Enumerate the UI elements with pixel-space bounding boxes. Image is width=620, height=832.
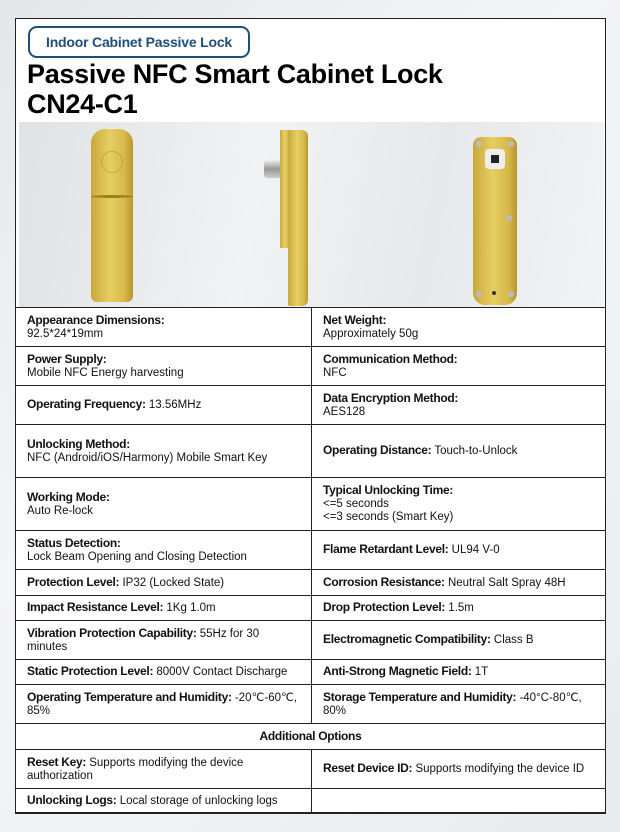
spec-cell (312, 621, 606, 660)
spec-cell (16, 478, 312, 531)
spec-value: Supports modifying the device ID (415, 763, 585, 775)
spec-label: Operating Temperature and Humidity: (27, 689, 232, 704)
spec-row (16, 386, 606, 425)
spec-cell (312, 750, 606, 789)
spec-label: Reset Device ID: (323, 761, 413, 775)
spec-cell (16, 570, 312, 596)
spec-cell (312, 685, 606, 724)
spec-label: Typical Unlocking Time: (323, 483, 454, 497)
spec-row (16, 660, 606, 685)
spec-value: 1Kg 1.0m (166, 602, 216, 614)
spec-value: 1T (474, 666, 489, 678)
spec-label: Appearance Dimensions: (27, 312, 165, 327)
spec-cell (16, 386, 312, 425)
spec-cell (16, 685, 312, 724)
product-sheet (15, 18, 606, 813)
spec-cell (16, 347, 312, 386)
spec-label: Communication Method: (323, 351, 458, 366)
spec-label: Data Encryption Method: (323, 390, 459, 405)
spec-row (16, 596, 606, 621)
spec-value: Local storage of unlocking logs (119, 795, 278, 807)
spec-label: Corrosion Resistance: (323, 574, 445, 589)
spec-value: 13.56MHz (148, 399, 202, 411)
additional-options-row (16, 724, 606, 750)
additional-options-header: Additional Options (259, 728, 362, 743)
spec-cell (312, 478, 606, 531)
spec-cell (16, 789, 312, 814)
spec-label: Storage Temperature and Humidity: (323, 689, 517, 704)
spec-label: Protection Level: (27, 574, 120, 589)
spec-cell (16, 621, 312, 660)
spec-label: Flame Retardant Level: (323, 542, 449, 556)
spec-row (16, 685, 606, 724)
spec-cell (312, 596, 606, 621)
spec-value: Mobile NFC Energy harvesting (27, 366, 184, 379)
spec-value: Lock Beam Opening and Closing Detection (27, 550, 247, 563)
spec-value: 92.5*24*19mm (27, 327, 104, 340)
spec-label: Unlocking Method: (27, 436, 130, 451)
spec-cell (312, 570, 606, 596)
spec-row (16, 750, 606, 789)
spec-label: Unlocking Logs: (27, 793, 117, 807)
spec-cell (16, 660, 312, 685)
spec-cell (312, 789, 606, 814)
spec-value: Approximately 50g (323, 327, 419, 340)
spec-value: UL94 V-0 (451, 544, 500, 556)
title-line-1: Passive NFC Smart Cabinet Lock (27, 59, 443, 89)
spec-cell (16, 425, 312, 478)
spec-row (16, 531, 606, 570)
spec-label: Operating Frequency: (27, 397, 146, 411)
spec-label: Drop Protection Level: (323, 600, 446, 614)
spec-label: Vibration Protection Capability: (27, 625, 197, 640)
lock-back-view (473, 137, 517, 305)
spec-label: Power Supply: (27, 351, 107, 366)
spec-value: <=5 seconds (323, 498, 389, 510)
product-photo (19, 122, 604, 308)
spec-cell (312, 531, 606, 570)
spec-label: Impact Resistance Level: (27, 600, 164, 614)
category-badge: Indoor Cabinet Passive Lock (28, 26, 250, 58)
spec-label: Static Protection Level: (27, 664, 154, 678)
spec-value-2: <=3 seconds (Smart Key) (323, 511, 454, 523)
spec-cell (312, 425, 606, 478)
product-title (27, 59, 443, 119)
spec-cell (312, 308, 606, 347)
spec-row (16, 308, 606, 347)
spec-value: NFC (323, 366, 347, 379)
spec-label: Net Weight: (323, 312, 387, 327)
spec-value: 1.5m (448, 602, 474, 614)
spec-cell (312, 386, 606, 425)
spec-value: NFC (Android/iOS/Harmony) Mobile Smart Key (27, 451, 268, 464)
spec-value: 8000V Contact Discharge (156, 666, 288, 678)
spec-value: Auto Re-lock (27, 504, 93, 517)
spec-row (16, 789, 606, 814)
spec-value: -20℃-60℃, 85% (27, 691, 298, 717)
spec-row (16, 478, 606, 531)
spec-value: Supports modifying the device authorization (27, 756, 244, 782)
spec-row (16, 621, 606, 660)
spec-value: IP32 (Locked State) (122, 576, 225, 589)
spec-value: Touch-to-Unlock (434, 445, 518, 457)
spec-cell (16, 308, 312, 347)
spec-label: Electromagnetic Compatibility: (323, 632, 491, 646)
spec-table (15, 307, 606, 814)
spec-cell (16, 750, 312, 789)
spec-cell (16, 531, 312, 570)
spec-value: AES128 (323, 405, 366, 418)
spec-cell (16, 596, 312, 621)
spec-cell (312, 347, 606, 386)
spec-label: Operating Distance: (323, 443, 432, 457)
spec-cell (312, 660, 606, 685)
spec-label: Anti-Strong Magnetic Field: (323, 664, 472, 678)
spec-value: Class B (493, 634, 534, 646)
lock-side-view (264, 130, 308, 306)
spec-row (16, 570, 606, 596)
spec-label: Reset Key: (27, 754, 87, 769)
spec-label: Status Detection: (27, 535, 121, 550)
spec-row (16, 425, 606, 478)
spec-label: Working Mode: (27, 489, 110, 504)
spec-value: 55Hz for 30 minutes (27, 627, 260, 653)
spec-value: Neutral Salt Spray 48H (447, 576, 566, 589)
spec-value: -40°C-80℃, 80% (323, 691, 582, 717)
spec-row (16, 347, 606, 386)
lock-front-view (91, 129, 133, 302)
title-line-2: CN24-C1 (27, 89, 138, 119)
